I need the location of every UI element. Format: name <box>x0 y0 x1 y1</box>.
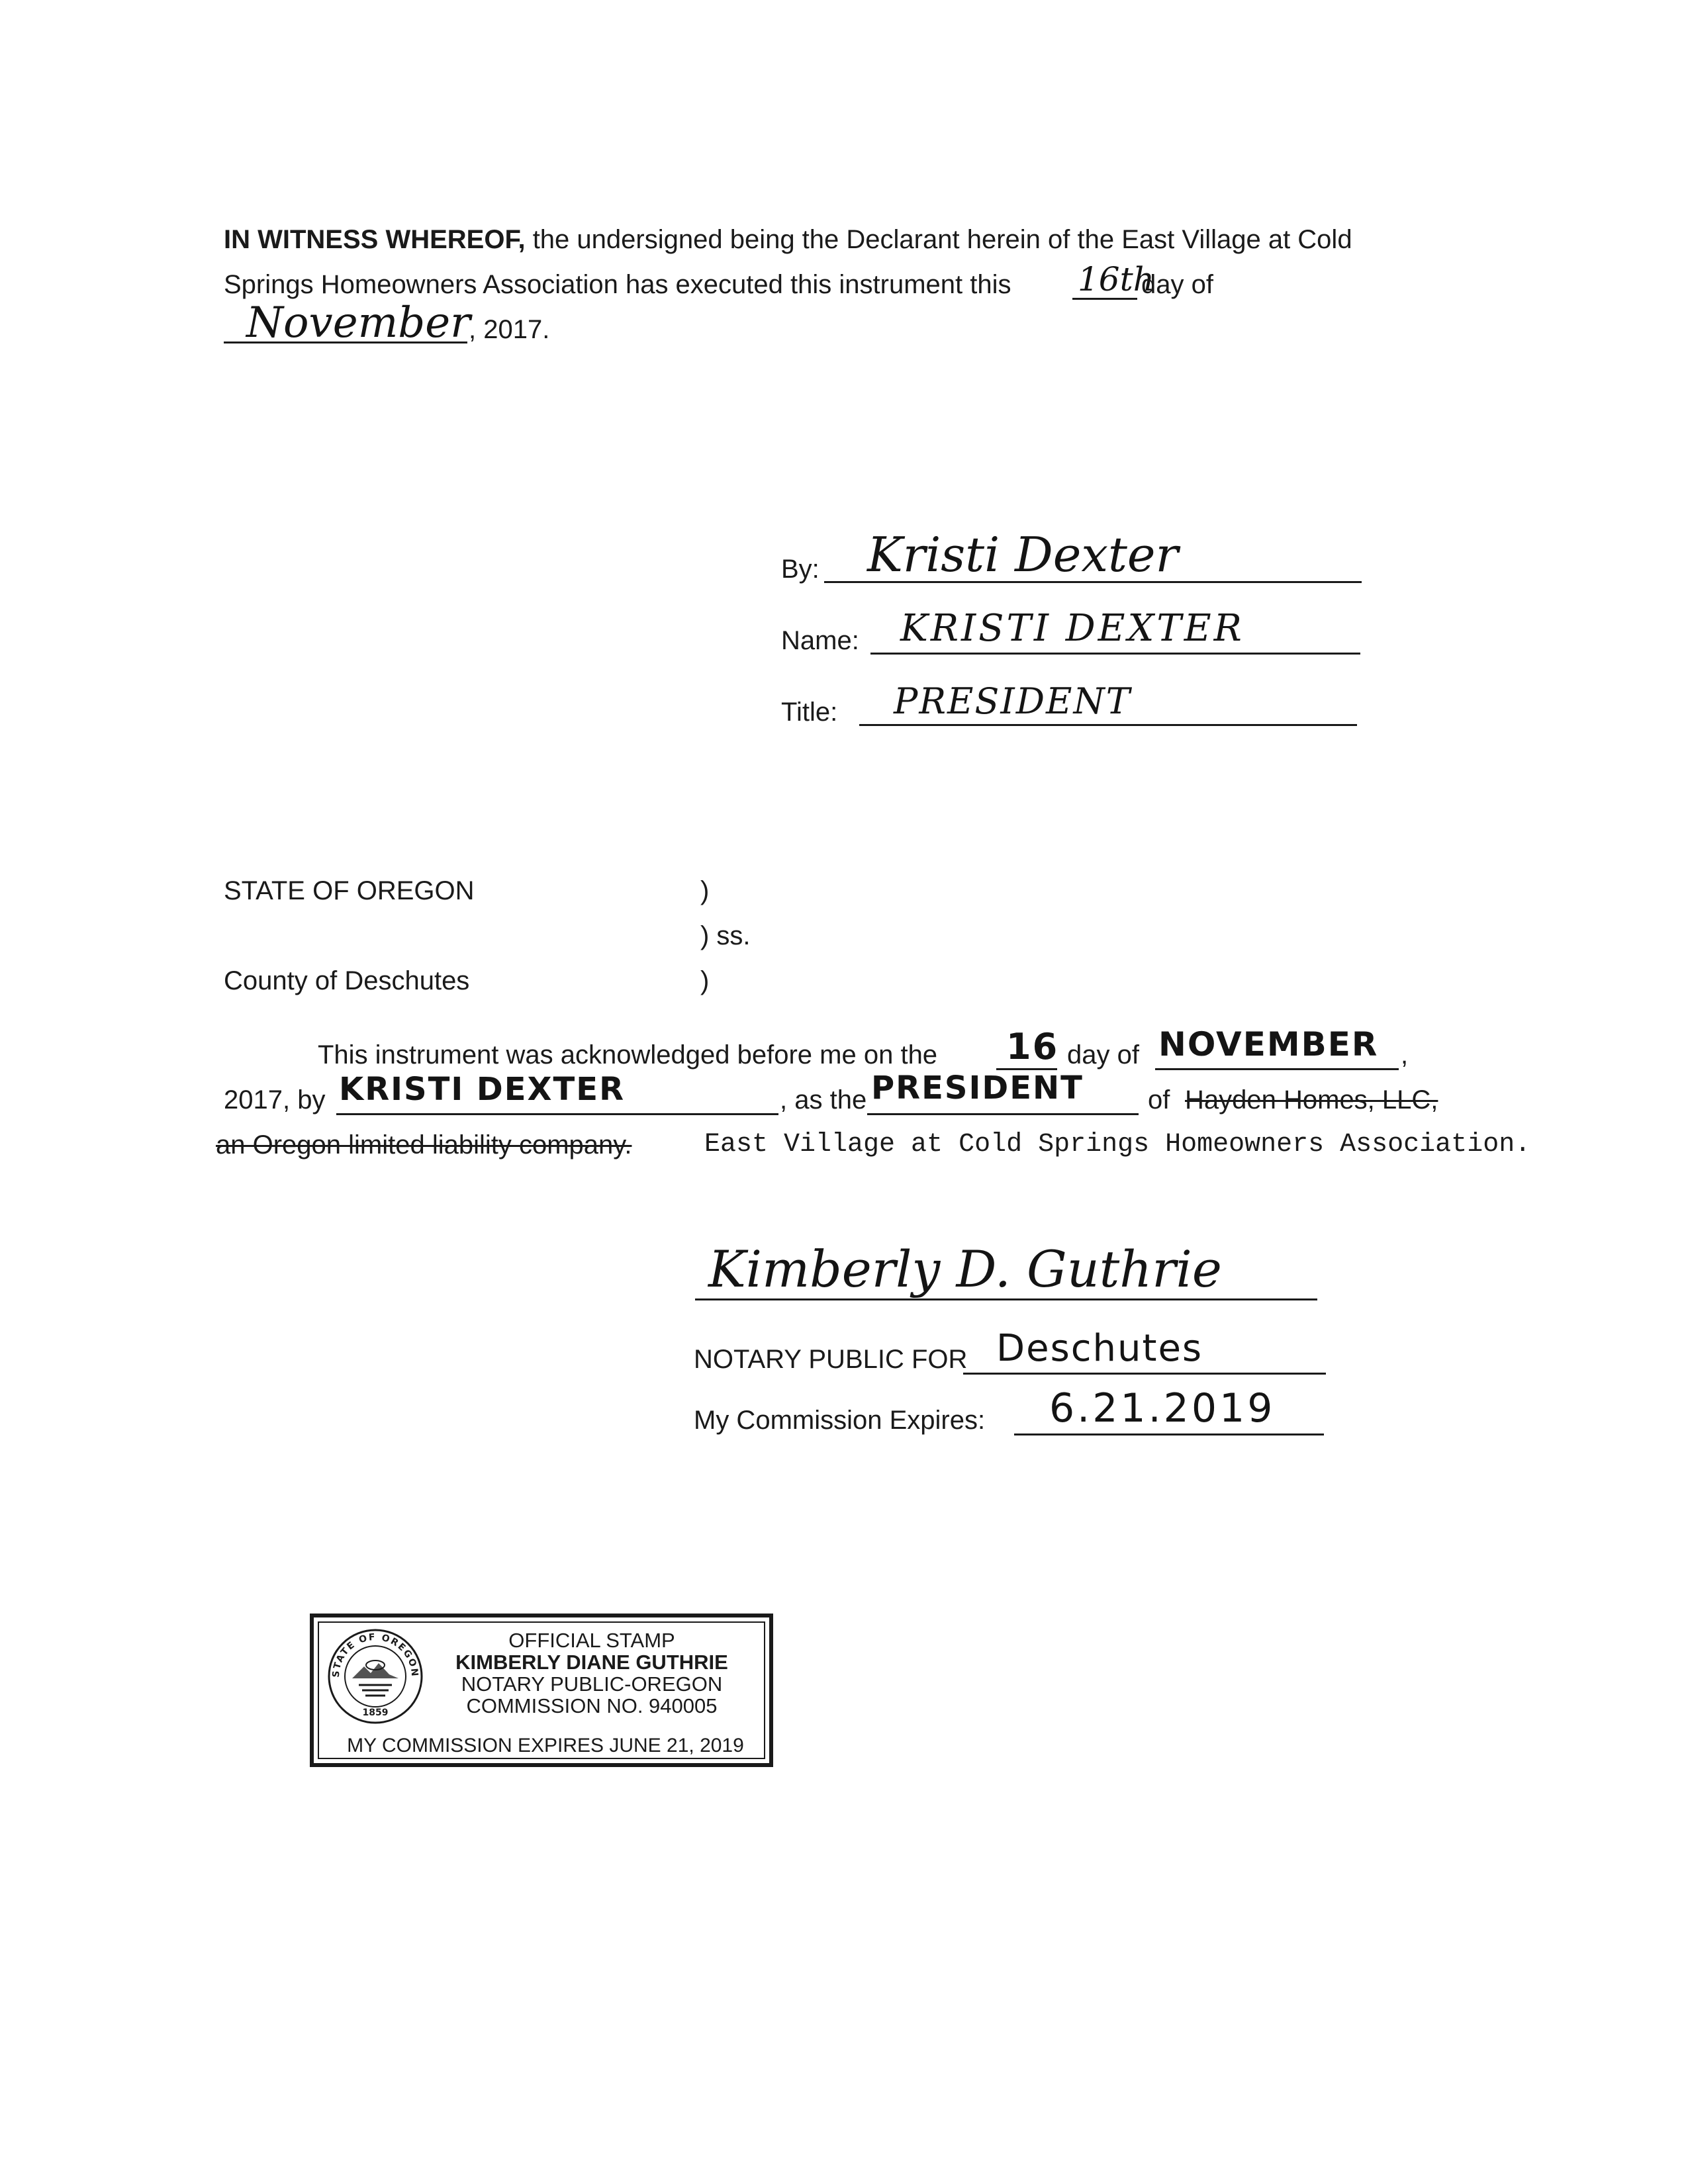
witness-lead: IN WITNESS WHEREOF, <box>224 225 526 254</box>
notary-signature-line[interactable] <box>695 1298 1317 1300</box>
witness-line-2 <box>224 269 1011 300</box>
ack-person-handwritten: KRISTI DEXTER <box>339 1071 626 1108</box>
ack-day-of: day of <box>1067 1040 1139 1069</box>
by-signature: Kristi Dexter <box>867 527 1178 582</box>
stamp-notary-name: KIMBERLY DIANE GUTHRIE <box>455 1651 728 1674</box>
venue-paren-1: ) <box>700 876 710 905</box>
seal-ring-text: STATE OF OREGON <box>330 1631 420 1678</box>
title-handwritten: PRESIDENT <box>894 680 1131 722</box>
venue-ss: ) ss. <box>700 921 751 950</box>
ack-day-handwritten: 16 <box>1006 1026 1059 1068</box>
stamp-commission-number: COMMISSION NO. 940005 <box>466 1694 718 1717</box>
witness-line-1 <box>224 224 1352 255</box>
witness-line1-text: the undersigned being the Declarant herein of the East Village at Cold <box>525 225 1352 254</box>
ack-as-the: , as the <box>780 1085 867 1115</box>
witness-day-handwritten: 16th <box>1078 260 1154 298</box>
name-handwritten: KRISTI DEXTER <box>900 607 1244 650</box>
seal-year: 1859 <box>362 1707 389 1718</box>
ack-line-2-start: 2017, by <box>224 1085 326 1115</box>
venue-paren-3: ) <box>700 966 710 995</box>
ack-line-1-start: This instrument was acknowledged before me on the <box>318 1040 938 1069</box>
ack-month-handwritten: NOVEMBER <box>1158 1025 1379 1064</box>
witness-line2-text: Springs Homeowners Association has executed this instrument this <box>224 270 1011 299</box>
notary-county-handwritten: Deschutes <box>996 1327 1203 1370</box>
venue-county: County of Deschutes <box>224 966 470 995</box>
ack-of: of <box>1148 1085 1170 1115</box>
oregon-seal-icon <box>326 1627 425 1726</box>
notary-expires-label: My Commission Expires: <box>694 1406 986 1435</box>
stamp-text-block <box>426 1629 757 1717</box>
notary-county-blank[interactable] <box>963 1373 1326 1375</box>
venue-state: STATE OF OREGON <box>224 876 475 905</box>
title-label: Title: <box>781 698 838 727</box>
ack-title-handwritten: PRESIDENT <box>871 1069 1084 1107</box>
stamp-line-3: NOTARY PUBLIC-OREGON <box>461 1672 723 1696</box>
by-label: By: <box>781 555 820 584</box>
ack-comma: , <box>1401 1040 1409 1069</box>
ack-typed-insert: East Village at Cold Springs Homeowners Association. <box>704 1130 1531 1160</box>
ack-month-blank[interactable] <box>1155 1068 1399 1070</box>
name-label: Name: <box>781 626 859 655</box>
witness-month-handwritten: November <box>246 298 471 347</box>
witness-year-suffix: , 2017. <box>469 315 550 344</box>
ack-struck-company: Hayden Homes, LLC, <box>1185 1085 1438 1115</box>
title-line[interactable] <box>859 724 1357 726</box>
official-stamp <box>310 1614 773 1767</box>
name-line[interactable] <box>870 653 1360 655</box>
notary-signature: Kimberly D. Guthrie <box>708 1240 1222 1298</box>
notary-expires-blank[interactable] <box>1014 1433 1324 1435</box>
stamp-line-1: OFFICIAL STAMP <box>508 1629 675 1652</box>
ack-person-blank[interactable] <box>336 1113 778 1115</box>
notary-public-for-label: NOTARY PUBLIC FOR <box>694 1345 968 1374</box>
ack-struck-description: an Oregon limited liability company. <box>216 1130 632 1160</box>
ack-title-blank[interactable] <box>867 1113 1139 1115</box>
stamp-expiration: MY COMMISSION EXPIRES JUNE 21, 2019 <box>347 1735 744 1756</box>
witness-day-suffix: day of <box>1141 270 1213 299</box>
notary-expires-handwritten: 6.21.2019 <box>1049 1385 1276 1432</box>
